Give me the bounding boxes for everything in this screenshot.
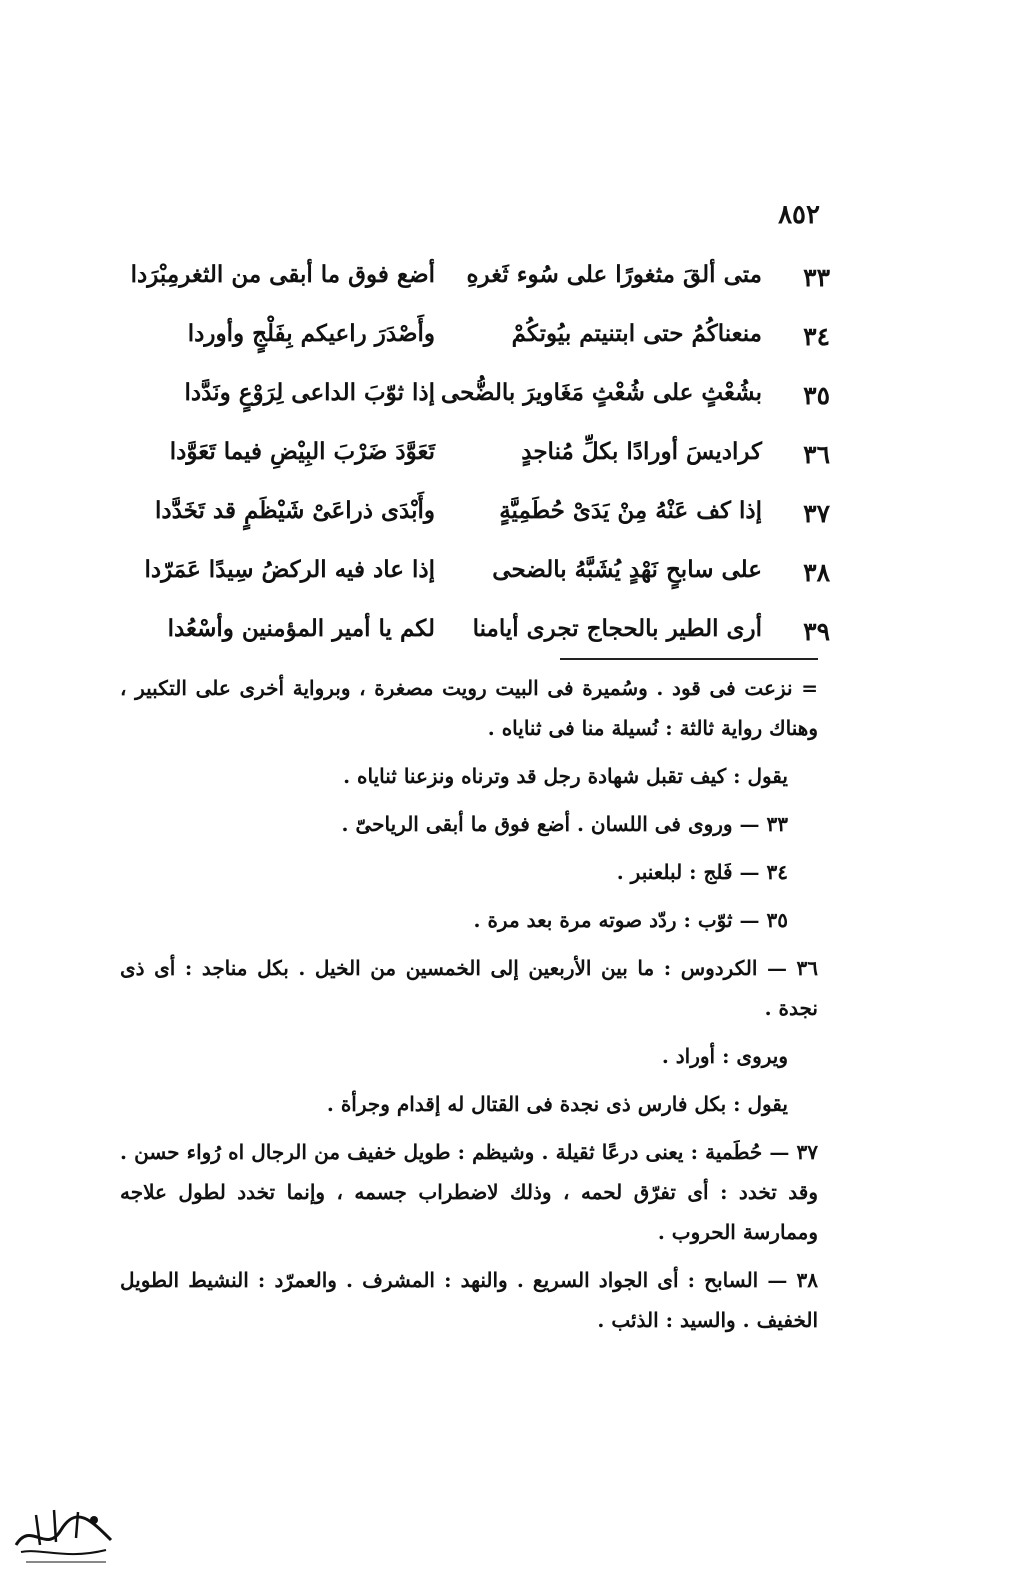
verse-second-hemistich: أضع فوق ما أبقى من الثغرمِبْرَدا xyxy=(130,261,435,288)
footnote-paragraph: ٣٨ — السابح : أى الجواد السريع . والنهد : المشرف . والعمرّد : النشيط الطويل الخفيف . والسيد : الذئب . xyxy=(120,1268,818,1332)
verse-first-hemistich: بشُعْثٍ على شُعْثٍ مَغَاويرَ بالضُّحى xyxy=(440,379,762,406)
footnote-divider xyxy=(560,658,818,660)
verse-row xyxy=(150,373,830,432)
verse-first-hemistich: متى ألقَ مثغورًا على سُوء ثَغرهِ xyxy=(466,261,762,288)
footnote-paragraph: ٣٦ — الكردوس : ما بين الأربعين إلى الخمسين من الخيل . بكل مناجد : أى ذى نجدة . xyxy=(120,956,818,1020)
verse-row xyxy=(144,550,830,609)
poem-verses xyxy=(130,255,830,668)
verse-number: ٣٨ xyxy=(803,558,830,587)
footnote-paragraph: = نزعت فى قود . وسُميرة فى البيت رويت مصغرة ، وبرواية أخرى على التكبير ، وهناك رواية ثالثة : نُسيلة منا فى ثناياه . xyxy=(120,676,818,740)
verse-number: ٣٤ xyxy=(803,322,830,351)
verse-first-hemistich: أرى الطير بالحجاج تجرى أيامنا xyxy=(472,615,762,642)
verse-second-hemistich: وأَبْدَى ذراعَىْ شَيْظَمٍ قد تَخَدَّدا xyxy=(154,497,435,524)
library-stamp-logo xyxy=(6,1490,126,1570)
verse-row xyxy=(130,255,830,314)
verse-number: ٣٥ xyxy=(803,381,830,410)
verse-second-hemistich: تَعَوَّدَ ضَرْبَ البِيْضِ فيما تَعَوَّدا xyxy=(169,438,435,465)
verse-second-hemistich: وأَصْدَرَ راعيكم بِفَلْجٍ وأوردا xyxy=(187,320,435,347)
verse-second-hemistich: لكم يا أمير المؤمنين وأسْعُدا xyxy=(167,615,435,642)
footnotes xyxy=(120,668,818,1348)
verse-row xyxy=(150,314,830,373)
verse-second-hemistich: إذا عاد فيه الركضُ سِيدًا عَمَرّدا xyxy=(144,556,435,583)
verse-number: ٣٩ xyxy=(803,617,830,646)
page-number: ٨٥٢ xyxy=(778,200,820,230)
verse-first-hemistich: كراديسَ أورادًا بكلِّ مُناجدٍ xyxy=(521,438,762,465)
verse-first-hemistich: على سابحٍ نَهْدٍ يُشَبَّهُ بالضحى xyxy=(492,556,762,583)
verse-row xyxy=(150,432,830,491)
verse-first-hemistich: منعناكُمُ حتى ابتنيتم بيُوتكُمْ xyxy=(511,320,762,347)
verse-number: ٣٦ xyxy=(803,440,830,469)
verse-second-hemistich: إذا ثوّبَ الداعى لِرَوْعٍ ونَدَّدا xyxy=(184,379,435,406)
footnote-paragraph: يقول : كيف تقبل شهادة رجل قد وترناه ونزعنا ثناياه . xyxy=(343,764,788,788)
verse-number: ٣٧ xyxy=(803,499,830,528)
footnote-paragraph: يقول : بكل فارس ذى نجدة فى القتال له إقدام وجرأة . xyxy=(326,1092,788,1116)
footnote-paragraph: ٣٣ — وروى فى اللسان . أضع فوق ما أبقى الرياحىّ . xyxy=(341,812,788,836)
footnote-paragraph: ٣٥ — ثوّب : ردّد صوته مرة بعد مرة . xyxy=(473,908,788,932)
footnote-paragraph: ويروى : أوراد . xyxy=(661,1044,788,1068)
verse-number: ٣٣ xyxy=(803,263,830,292)
verse-row xyxy=(150,491,830,550)
footnote-paragraph: ٣٤ — فَلج : لبلعنبر . xyxy=(616,860,788,884)
footnote-paragraph: ٣٧ — حُطَمية : يعنى درعًا ثقيلة . وشيظم : طويل خفيف من الرجال اه رُواء حسن . وقد تخدد : أى تفرّق لحمه ، وذلك لاضطراب جسمه ، وإنما تخدد لطول علاجه وممارسة الحروب . xyxy=(120,1140,818,1244)
verse-first-hemistich: إذا كف عَنْهُ مِنْ يَدَىْ حُطَمِيَّةٍ xyxy=(499,497,762,524)
